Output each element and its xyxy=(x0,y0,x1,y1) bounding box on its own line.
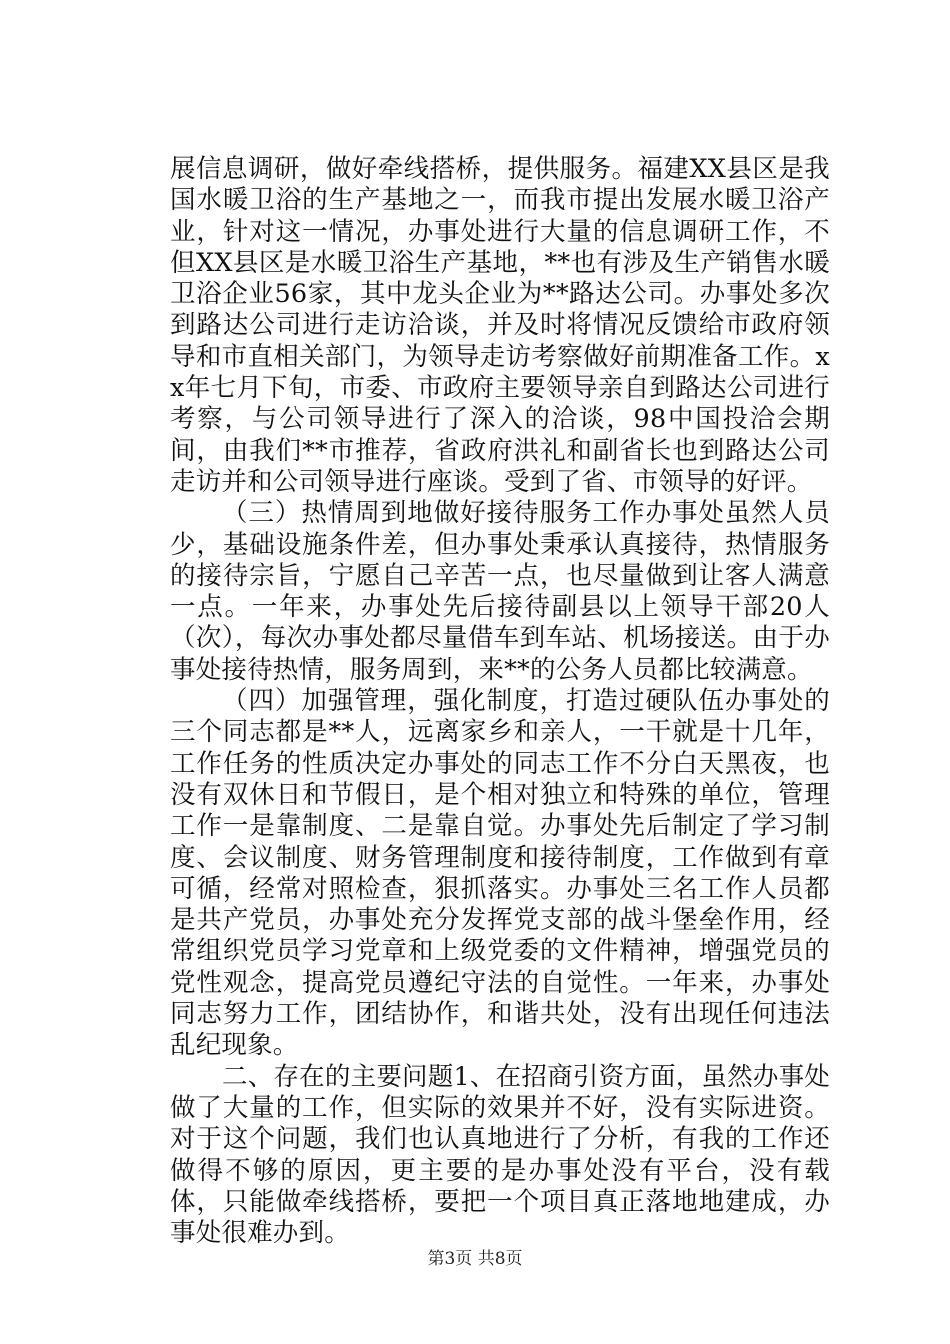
paragraph-management-system: （四）加强管理，强化制度，打造过硬队伍办事处的三个同志都是**人，远离家乡和亲人，一干就是十几年，工作任务的性质决定办事处的同志工作不分白天黑夜，也没有双休日和节假日，是个相对独立和特殊的单位，管理工作一是靠制度、二是靠自觉。办事处先后制定了学习制度、会议制度、财务管理制度和接待制度，工作做到有章可循，经常对照检查，狠抓落实。办事处三名工作人员都是共产党员，办事处充分发挥党支部的战斗堡垒作用，经常组织党员学习党章和上级党委的文件精神，增强党员的党性观念，提高党员遵纪守法的自觉性。一年来，办事处同志努力工作，团结协作，和谐共处，没有出现任何违法乱纪现象。 xyxy=(170,686,830,1061)
paragraph-investment-research: 展信息调研，做好牵线搭桥，提供服务。福建XX县区是我国水暖卫浴的生产基地之一，而我市提出发展水暖卫浴产业，针对这一情况，办事处进行大量的信息调研工作，不但XX县区是水暖卫浴生产基地，**也有涉及生产销售水暖卫浴企业56家，其中龙头企业为**路达公司。办事处多次到路达公司进行走访洽谈，并及时将情况反馈给市政府领导和市直相关部门，为领导走访考察做好前期准备工作。xx年七月下旬，市委、市政府主要领导亲自到路达公司进行考察，与公司领导进行了深入的洽谈，98中国投洽会期间，由我们**市推荐，省政府洪礼和副省长也到路达公司走访并和公司领导进行座谈。受到了省、市领导的好评。 xyxy=(170,154,830,497)
paragraph-reception-service: （三）热情周到地做好接待服务工作办事处虽然人员少，基础设施条件差，但办事处秉承认真接待，热情服务的接待宗旨，宁愿自己辛苦一点，也尽量做到让客人满意一点。一年来，办事处先后接待副县以上领导干部20人（次），每次办事处都尽量借车到车站、机场接送。由于办事处接待热情，服务周到，来**的公务人员都比较满意。 xyxy=(170,498,830,685)
paragraph-main-problems: 二、存在的主要问题1、在招商引资方面，虽然办事处做了大量的工作，但实际的效果并不好，没有实际进资。对于这个问题，我们也认真地进行了分析，有我的工作还做得不够的原因，更主要的是办事处没有平台，没有载体，只能做牵线搭桥，要把一个项目真正落地地建成，办事处很难办到。 xyxy=(170,1061,830,1249)
document-body xyxy=(170,154,830,1249)
page-number-footer: 第3页 共8页 xyxy=(427,1249,523,1269)
